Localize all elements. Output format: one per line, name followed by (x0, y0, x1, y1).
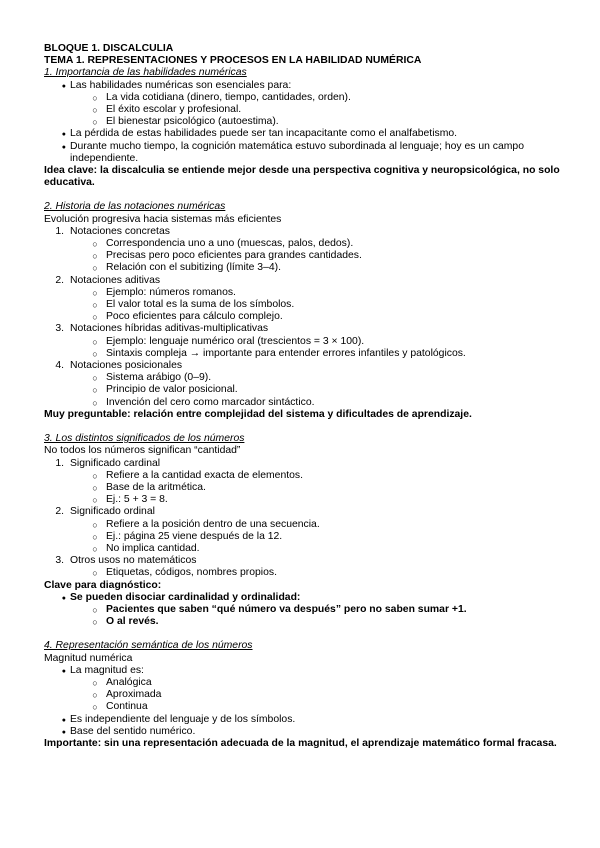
list-item: ○ El éxito escolar y profesional. (44, 104, 564, 116)
section-3-intro: No todos los números significan “cantidad” (44, 445, 241, 457)
section-2-heading: 2. Historia de las notaciones numéricas (44, 201, 226, 213)
key-important: Importante: sin una representación adecuada de la magnitud, el aprendizaje matemático formal fracasa. (44, 737, 557, 749)
section-1-heading: 1. Importancia de las habilidades numéricas (44, 67, 247, 79)
numbered-item: 3. Otros usos no matemáticos (55, 555, 197, 567)
list-item: ○ Sistema arábigo (0–9). (44, 372, 564, 384)
list-item: ○ No implica cantidad. (44, 543, 564, 555)
list-item: ● Se pueden disociar cardinalidad y ordinalidad: (44, 592, 564, 604)
list-item: ○ Continua (44, 701, 564, 713)
numbered-item: 2. Notaciones aditivas (55, 274, 161, 286)
list-item: ● La pérdida de estas habilidades puede ser tan incapacitante como el analfabetismo. (44, 128, 564, 140)
list-item: ○ Etiquetas, códigos, nombres propios. (44, 567, 564, 579)
list-item: ● Es independiente del lenguaje y de los símbolos. (44, 714, 564, 726)
list-item: ○ Principio de valor posicional. (44, 384, 564, 396)
list-item: ○ Ej.: página 25 viene después de la 12. (44, 531, 564, 543)
list-item: ○ Ej.: 5 + 3 = 8. (44, 494, 564, 506)
list-item: ○ Ejemplo: números romanos. (44, 287, 564, 299)
list-item: ○ Refiere a la cantidad exacta de elementos. (44, 470, 564, 482)
section-2-intro: Evolución progresiva hacia sistemas más eficientes (44, 213, 282, 225)
bullet-icon (54, 141, 66, 154)
diagnosis-title: Clave para diagnóstico: (44, 579, 162, 591)
list-item: ○ Aproximada (44, 689, 564, 701)
list-item: ● Las habilidades numéricas son esenciales para: (44, 80, 564, 92)
list-item: ● La magnitud es: (44, 665, 564, 677)
numbered-item: 1. Significado cardinal (55, 457, 161, 469)
topic-title: TEMA 1. REPRESENTACIONES Y PROCESOS EN LA HABILIDAD NUMÉRICA (44, 55, 422, 67)
list-item: ○ Correspondencia uno a uno (muescas, palos, dedos). (44, 238, 564, 250)
list-item: ● Base del sentido numérico. (44, 726, 564, 738)
list-item: ○ Relación con el subitizing (límite 3–4). (44, 262, 564, 274)
list-item: ○ Precisas pero poco eficientes para grandes cantidades. (44, 250, 564, 262)
document-page (44, 43, 564, 750)
numbered-item: 1. Notaciones concretas (55, 225, 170, 237)
section-3-heading: 3. Los distintos significados de los números (44, 433, 245, 445)
list-item: ○ La vida cotidiana (dinero, tiempo, cantidades, orden). (44, 92, 564, 104)
key-idea: Idea clave: la discalculia se entiende mejor desde una perspectiva cognitiva y neuropsicológica, no solo educativa. (44, 165, 560, 189)
numbered-item: 4. Notaciones posicionales (55, 360, 183, 372)
circle-bullet-icon (90, 616, 100, 629)
block-title: BLOQUE 1. DISCALCULIA (44, 43, 174, 54)
list-item: ○ Base de la aritmética. (44, 482, 564, 494)
list-item: ○ O al revés. (44, 616, 564, 628)
list-item: ● Durante mucho tiempo, la cognición matemática estuvo subordinada al lenguaje; hoy es un campo independiente. (44, 141, 564, 165)
list-item: ○ Refiere a la posición dentro de una secuencia. (44, 519, 564, 531)
list-item: ○ El valor total es la suma de los símbolos. (44, 299, 564, 311)
numbered-item: 3. Notaciones híbridas aditivas-multiplicativas (55, 323, 269, 335)
list-item: ○ Analógica (44, 677, 564, 689)
numbered-item: 2. Significado ordinal (55, 506, 155, 518)
section-4-intro: Magnitud numérica (44, 652, 133, 664)
list-item: ○ Ejemplo: lenguaje numérico oral (trescientos = 3 × 100). (44, 336, 564, 348)
key-note: Muy preguntable: relación entre complejidad del sistema y dificultades de aprendizaje. (44, 408, 472, 420)
list-item: ○ Pacientes que saben “qué número va después” pero no saben sumar +1. (44, 604, 564, 616)
section-4-heading: 4. Representación semántica de los números (44, 640, 253, 652)
list-item: ○ Invención del cero como marcador sintáctico. (44, 397, 564, 409)
list-item: ○ Sintaxis compleja → importante para entender errores infantiles y patológicos. (44, 348, 564, 360)
list-item: ○ El bienestar psicológico (autoestima). (44, 116, 564, 128)
list-item: ○ Poco eficientes para cálculo complejo. (44, 311, 564, 323)
